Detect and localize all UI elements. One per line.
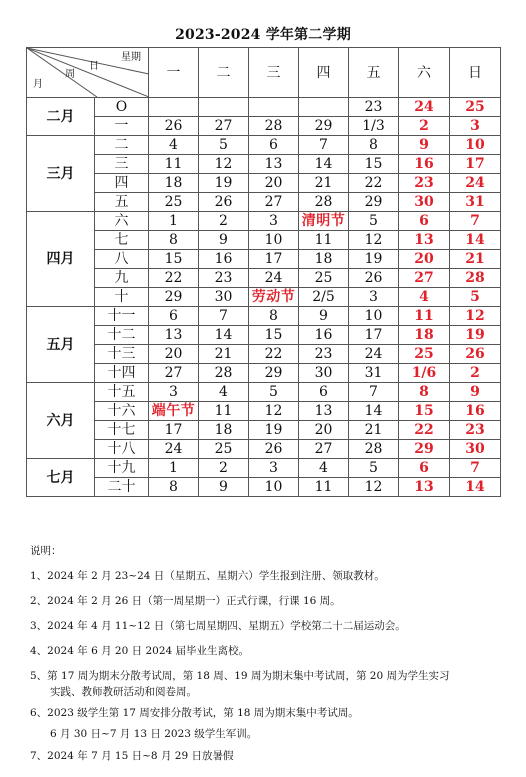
day-cell: 25 [299, 269, 349, 288]
weekend-day-cell: 5 [450, 288, 501, 307]
holiday-cell: 端午节 [149, 402, 199, 421]
page-title: 2023-2024 学年第二学期 [175, 27, 351, 43]
day-cell: 25 [199, 440, 249, 459]
week-row [27, 269, 501, 288]
day-cell: 27 [149, 364, 199, 383]
day-cell: 22 [349, 174, 399, 193]
day-cell: 12 [349, 478, 399, 497]
day-cell: 12 [249, 402, 299, 421]
week-row [27, 326, 501, 345]
week-row [27, 364, 501, 383]
day-cell: 21 [349, 421, 399, 440]
day-cell: 17 [149, 421, 199, 440]
week-number: 九 [95, 269, 149, 288]
day-cell: 4 [199, 383, 249, 402]
weekday-header: 二 [199, 48, 249, 98]
weekend-day-cell: 7 [450, 459, 501, 478]
week-row [27, 440, 501, 459]
day-cell: 16 [199, 250, 249, 269]
weekend-day-cell: 9 [450, 383, 501, 402]
day-cell: 2/5 [299, 288, 349, 307]
weekend-day-cell: 6 [399, 459, 450, 478]
weekend-day-cell: 3 [450, 117, 501, 136]
day-cell: 5 [249, 383, 299, 402]
notes-heading: 说明： [30, 545, 62, 557]
week-row [27, 288, 501, 307]
day-cell: 10 [249, 478, 299, 497]
weekend-day-cell: 1/6 [399, 364, 450, 383]
day-cell: 7 [199, 307, 249, 326]
week-number: 六 [95, 212, 149, 231]
week-row [27, 307, 501, 326]
weekend-day-cell: 20 [399, 250, 450, 269]
week-number: 二 [95, 136, 149, 155]
month-label: 二月 [27, 98, 95, 136]
week-row [27, 136, 501, 155]
day-cell: 11 [199, 402, 249, 421]
week-number: 十三 [95, 345, 149, 364]
day-cell: 4 [299, 459, 349, 478]
week-number: 十八 [95, 440, 149, 459]
weekend-day-cell: 6 [399, 212, 450, 231]
day-cell: 13 [249, 155, 299, 174]
day-cell: 24 [149, 440, 199, 459]
day-cell: 8 [149, 478, 199, 497]
week-row [27, 478, 501, 497]
day-cell: 6 [299, 383, 349, 402]
header-row [27, 48, 501, 98]
month-label: 四月 [27, 212, 95, 307]
day-cell: 18 [299, 250, 349, 269]
week-number: 二十 [95, 478, 149, 497]
day-cell: 18 [199, 421, 249, 440]
day-cell: 8 [249, 307, 299, 326]
week-number: 十四 [95, 364, 149, 383]
weekend-day-cell: 21 [450, 250, 501, 269]
day-cell: 13 [149, 326, 199, 345]
weekend-day-cell: 13 [399, 478, 450, 497]
day-cell: 31 [349, 364, 399, 383]
weekday-header: 三 [249, 48, 299, 98]
note-item-continuation: 实践、教师教研活动和阅卷周。 [50, 686, 197, 698]
day-cell: 14 [299, 155, 349, 174]
day-cell: 7 [299, 136, 349, 155]
note-item: 7、2024 年 7 月 15 日~8 月 29 日放暑假 [30, 750, 234, 762]
weekend-day-cell: 4 [399, 288, 450, 307]
day-cell: 22 [249, 345, 299, 364]
day-cell [249, 98, 299, 117]
day-cell [299, 98, 349, 117]
week-number: 十二 [95, 326, 149, 345]
day-cell: 9 [199, 478, 249, 497]
weekend-day-cell: 7 [450, 212, 501, 231]
day-cell: 28 [249, 117, 299, 136]
weekend-day-cell: 30 [450, 440, 501, 459]
day-cell: 8 [349, 136, 399, 155]
corner-week-label: 周 [65, 69, 75, 80]
day-cell: 28 [299, 193, 349, 212]
day-cell: 9 [299, 307, 349, 326]
day-cell: 29 [299, 117, 349, 136]
day-cell: 21 [299, 174, 349, 193]
day-cell: 2 [199, 459, 249, 478]
corner-weekday-label: 星期 [121, 52, 141, 63]
day-cell: 24 [249, 269, 299, 288]
weekend-day-cell: 10 [450, 136, 501, 155]
week-number: 七 [95, 231, 149, 250]
weekend-day-cell: 2 [450, 364, 501, 383]
weekend-day-cell: 30 [399, 193, 450, 212]
day-cell: 11 [149, 155, 199, 174]
week-row [27, 212, 501, 231]
weekend-day-cell: 24 [399, 98, 450, 117]
week-row [27, 421, 501, 440]
day-cell: 3 [349, 288, 399, 307]
day-cell: 23 [299, 345, 349, 364]
week-row [27, 117, 501, 136]
day-cell: 10 [349, 307, 399, 326]
day-cell: 9 [199, 231, 249, 250]
day-cell: 7 [349, 383, 399, 402]
day-cell: 18 [149, 174, 199, 193]
week-number: 三 [95, 155, 149, 174]
week-row [27, 383, 501, 402]
weekend-day-cell: 23 [450, 421, 501, 440]
holiday-cell: 劳动节 [249, 288, 299, 307]
weekend-day-cell: 22 [399, 421, 450, 440]
day-cell: 10 [249, 231, 299, 250]
day-cell: 19 [199, 174, 249, 193]
day-cell: 20 [149, 345, 199, 364]
day-cell: 15 [249, 326, 299, 345]
note-item: 1、2024 年 2 月 23~24 日（星期五、星期六）学生报到注册、领取教材。 [30, 570, 385, 582]
weekend-day-cell: 14 [450, 478, 501, 497]
weekend-day-cell: 31 [450, 193, 501, 212]
weekend-day-cell: 11 [399, 307, 450, 326]
weekend-day-cell: 16 [399, 155, 450, 174]
month-label: 三月 [27, 136, 95, 212]
week-number: 十七 [95, 421, 149, 440]
day-cell: 16 [299, 326, 349, 345]
note-item: 3、2024 年 4 月 11~12 日（第七周星期四、星期五）学校第二十二届运动会。 [30, 620, 406, 632]
note-item: 6、2023 级学生第 17 周安排分散考试，第 18 周为期末集中考试周。 [30, 707, 359, 719]
day-cell: 6 [149, 307, 199, 326]
weekend-day-cell: 15 [399, 402, 450, 421]
month-label: 五月 [27, 307, 95, 383]
day-cell: 23 [349, 98, 399, 117]
weekday-header: 四 [299, 48, 349, 98]
weekday-header: 一 [149, 48, 199, 98]
day-cell: 5 [199, 136, 249, 155]
weekend-day-cell: 24 [450, 174, 501, 193]
day-cell: 26 [199, 193, 249, 212]
note-item: 5、第 17 周为期末分散考试周，第 18 周、19 周为期末集中考试周，第 20 周为学生实习 [30, 670, 450, 682]
day-cell: 29 [249, 364, 299, 383]
corner-day-label: 日 [89, 61, 99, 72]
day-cell: 25 [149, 193, 199, 212]
holiday-cell: 清明节 [299, 212, 349, 231]
weekend-day-cell: 8 [399, 383, 450, 402]
weekday-header: 五 [349, 48, 399, 98]
weekend-day-cell: 19 [450, 326, 501, 345]
calendar-table [26, 47, 501, 497]
day-cell: 1 [149, 459, 199, 478]
note-item-continuation: 6 月 30 日~7 月 13 日 2023 级学生军训。 [50, 728, 258, 740]
day-cell: 26 [249, 440, 299, 459]
day-cell: 27 [299, 440, 349, 459]
corner-month-label: 月 [33, 79, 43, 90]
week-row [27, 155, 501, 174]
weekend-day-cell: 16 [450, 402, 501, 421]
day-cell: 28 [199, 364, 249, 383]
week-row [27, 231, 501, 250]
day-cell: 20 [249, 174, 299, 193]
week-row [27, 402, 501, 421]
day-cell: 15 [149, 250, 199, 269]
week-number: 十 [95, 288, 149, 307]
day-cell: 19 [349, 250, 399, 269]
day-cell: 12 [199, 155, 249, 174]
day-cell: 14 [199, 326, 249, 345]
week-row [27, 98, 501, 117]
day-cell: 1/3 [349, 117, 399, 136]
weekend-day-cell: 25 [399, 345, 450, 364]
week-row [27, 459, 501, 478]
week-number: 四 [95, 174, 149, 193]
day-cell: 23 [199, 269, 249, 288]
day-cell: 12 [349, 231, 399, 250]
weekend-day-cell: 17 [450, 155, 501, 174]
day-cell: 22 [149, 269, 199, 288]
note-item: 2、2024 年 2 月 26 日（第一周星期一）正式行课，行课 16 周。 [30, 595, 341, 607]
month-label: 六月 [27, 383, 95, 459]
day-cell: 28 [349, 440, 399, 459]
day-cell: 26 [149, 117, 199, 136]
day-cell: 27 [249, 193, 299, 212]
week-number: 一 [95, 117, 149, 136]
week-number: O [95, 98, 149, 117]
day-cell: 27 [199, 117, 249, 136]
day-cell: 21 [199, 345, 249, 364]
week-number: 八 [95, 250, 149, 269]
day-cell: 17 [349, 326, 399, 345]
day-cell: 11 [299, 478, 349, 497]
day-cell: 2 [199, 212, 249, 231]
week-number: 十五 [95, 383, 149, 402]
day-cell: 26 [349, 269, 399, 288]
note-item: 4、2024 年 6 月 20 日 2024 届毕业生离校。 [30, 645, 250, 657]
weekend-day-cell: 18 [399, 326, 450, 345]
day-cell: 14 [349, 402, 399, 421]
day-cell: 4 [149, 136, 199, 155]
day-cell: 8 [149, 231, 199, 250]
weekend-day-cell: 28 [450, 269, 501, 288]
day-cell: 24 [349, 345, 399, 364]
weekend-day-cell: 9 [399, 136, 450, 155]
month-label: 七月 [27, 459, 95, 497]
week-row [27, 174, 501, 193]
weekend-day-cell: 14 [450, 231, 501, 250]
weekend-day-cell: 2 [399, 117, 450, 136]
week-number: 十九 [95, 459, 149, 478]
weekend-day-cell: 13 [399, 231, 450, 250]
day-cell: 1 [149, 212, 199, 231]
weekend-day-cell: 26 [450, 345, 501, 364]
day-cell: 30 [199, 288, 249, 307]
day-cell: 11 [299, 231, 349, 250]
day-cell: 30 [299, 364, 349, 383]
day-cell [149, 98, 199, 117]
day-cell: 15 [349, 155, 399, 174]
weekend-day-cell: 27 [399, 269, 450, 288]
day-cell: 3 [149, 383, 199, 402]
day-cell: 13 [299, 402, 349, 421]
day-cell: 17 [249, 250, 299, 269]
weekend-day-cell: 12 [450, 307, 501, 326]
day-cell: 6 [249, 136, 299, 155]
day-cell: 19 [249, 421, 299, 440]
day-cell: 29 [349, 193, 399, 212]
week-number: 十六 [95, 402, 149, 421]
day-cell: 20 [299, 421, 349, 440]
day-cell: 3 [249, 212, 299, 231]
weekend-day-cell: 23 [399, 174, 450, 193]
corner-header [27, 48, 149, 98]
week-row [27, 345, 501, 364]
weekday-header: 六 [399, 48, 450, 98]
week-number: 五 [95, 193, 149, 212]
weekend-day-cell: 25 [450, 98, 501, 117]
day-cell: 3 [249, 459, 299, 478]
day-cell: 5 [349, 212, 399, 231]
week-number: 十一 [95, 307, 149, 326]
weekday-header: 日 [450, 48, 501, 98]
day-cell [199, 98, 249, 117]
day-cell: 5 [349, 459, 399, 478]
day-cell: 29 [149, 288, 199, 307]
week-row [27, 193, 501, 212]
weekend-day-cell: 29 [399, 440, 450, 459]
week-row [27, 250, 501, 269]
